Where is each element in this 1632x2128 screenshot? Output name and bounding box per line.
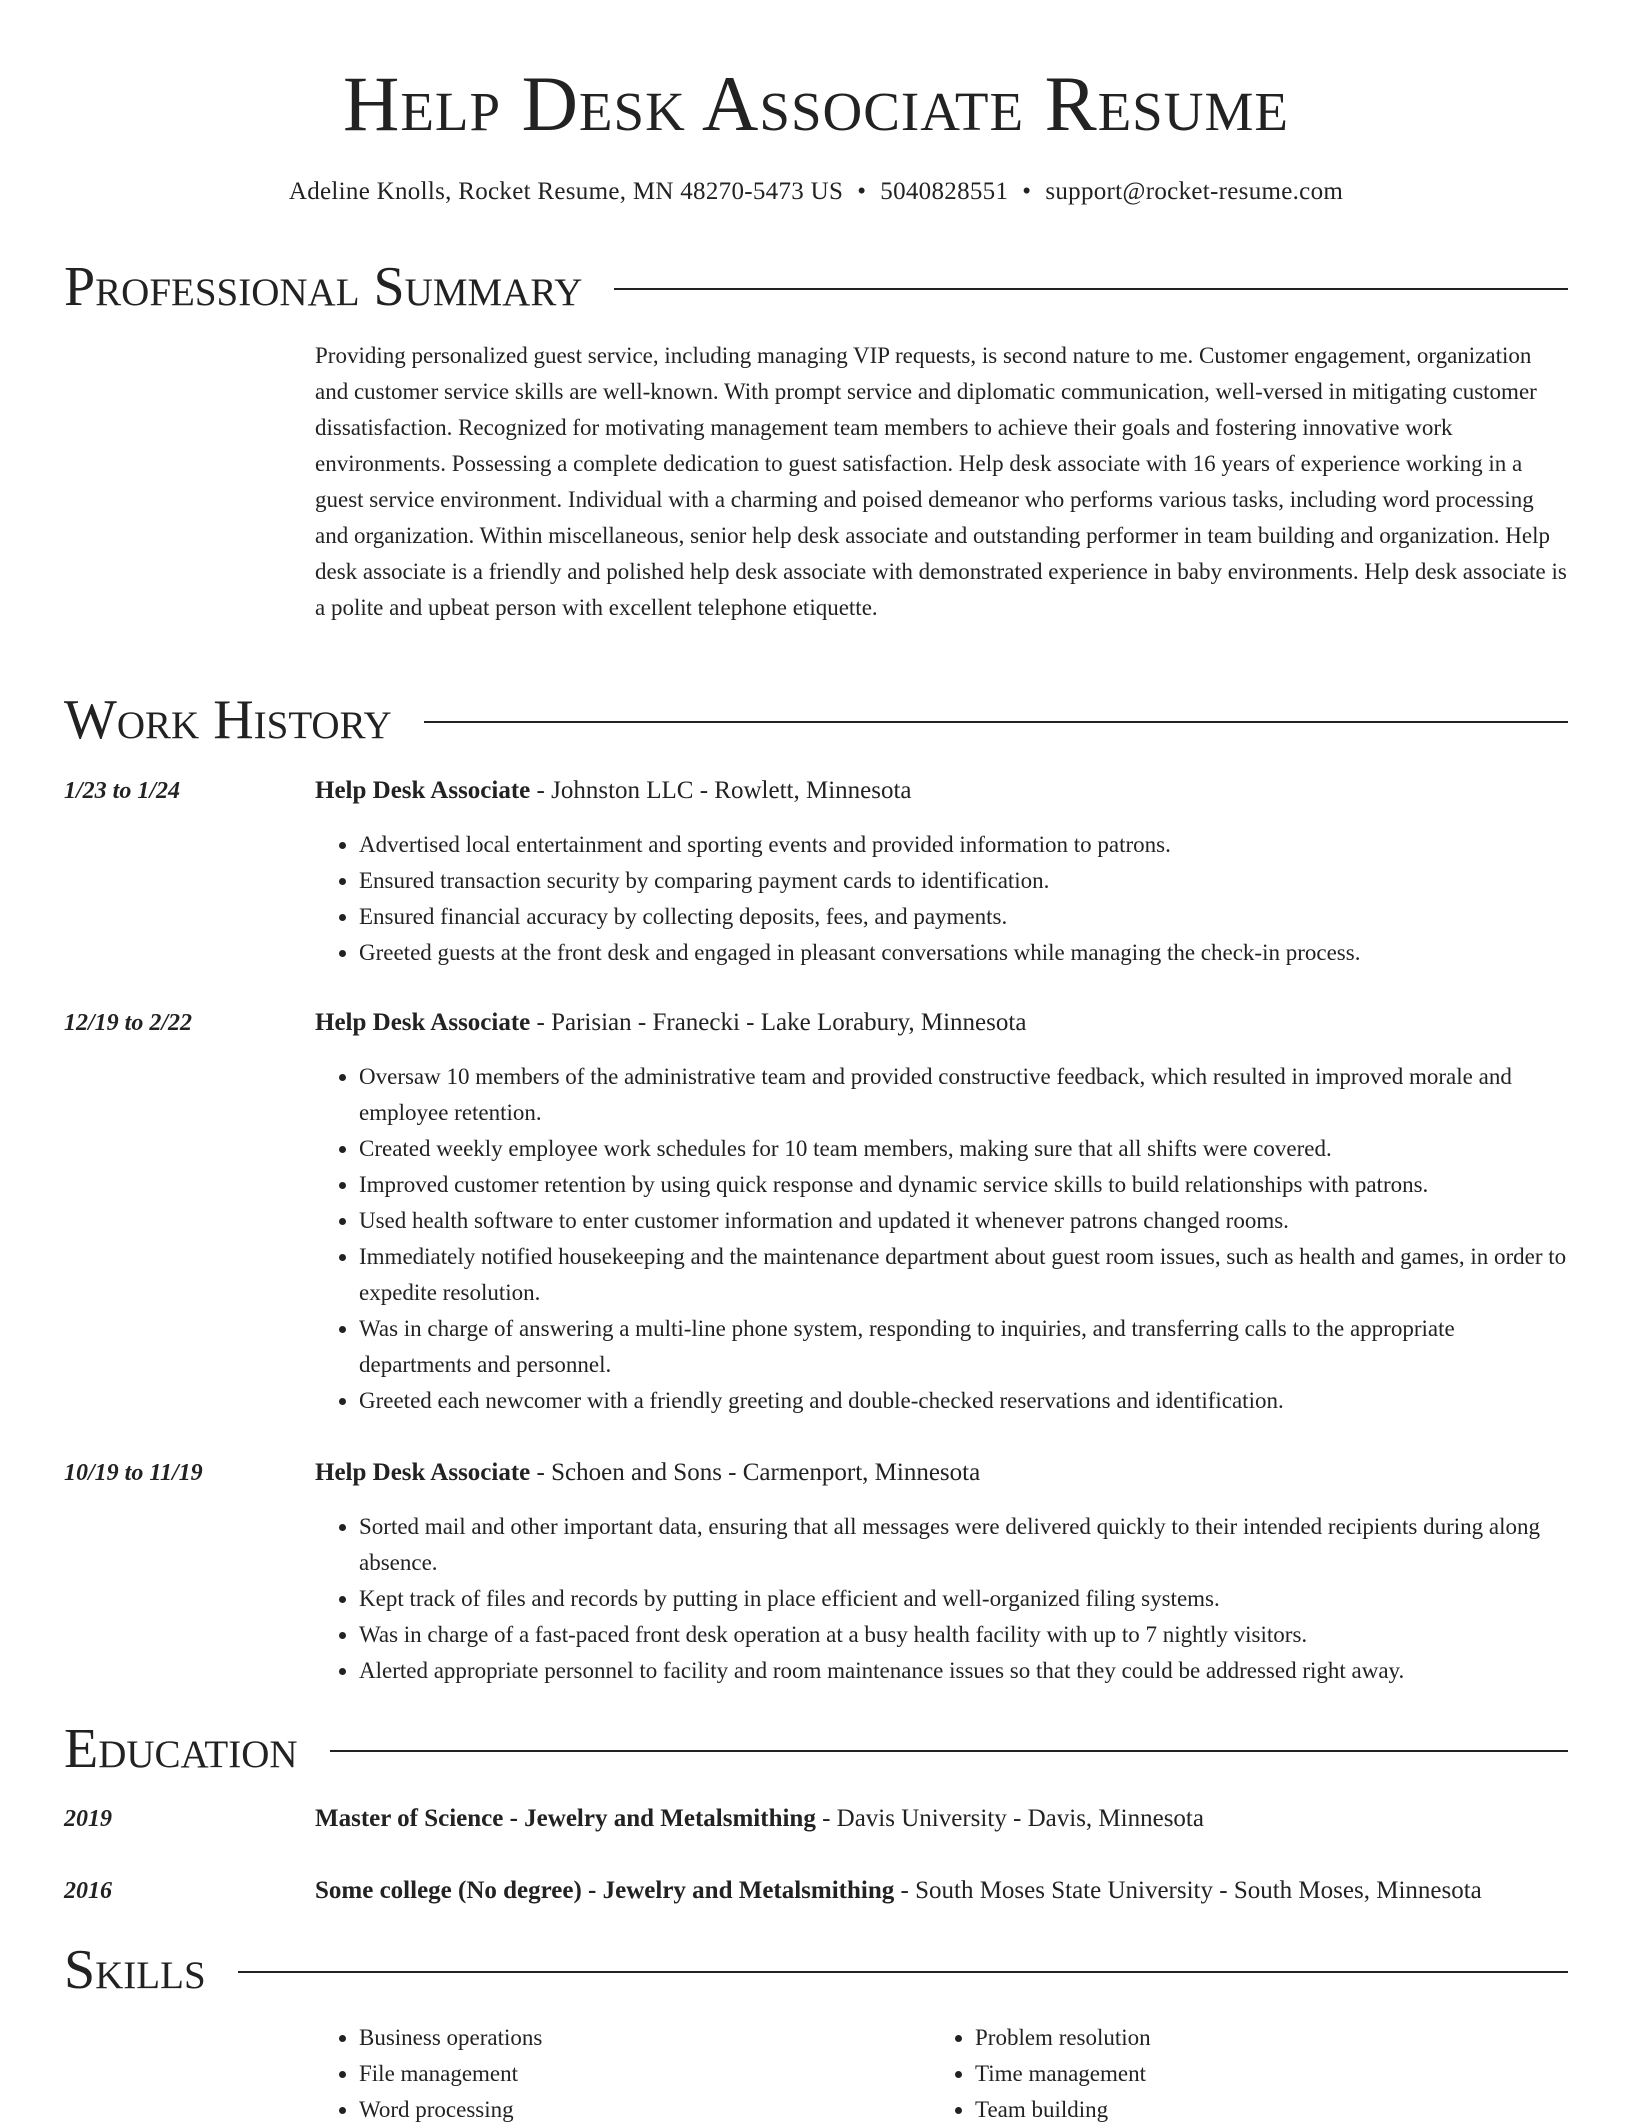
job-bullet: • Immediately notified housekeeping and the maintenance department about guest room issues, such as health and games, in order to expedite resolution.: [359, 1239, 1570, 1311]
job-bullets: [315, 1059, 1570, 1419]
job-bullet: • Kept track of files and records by putting in place efficient and well-organized filing systems.: [359, 1581, 1570, 1617]
education-heading: Education: [64, 1718, 298, 1780]
education-year: 2019: [64, 1806, 112, 1832]
job-title-line: [315, 1006, 1026, 1040]
education-degree: Some college (No degree) - Jewelry and Metalsmithing: [315, 1877, 895, 1904]
job-bullet: • Greeted each newcomer with a friendly greeting and double-checked reservations and identification.: [359, 1383, 1570, 1419]
job-dates: 1/23 to 1/24: [64, 778, 181, 804]
education-school: - South Moses State University - South Moses, Minnesota: [894, 1877, 1482, 1904]
job-bullets: [315, 1509, 1570, 1689]
section-divider: [424, 721, 1568, 723]
summary-heading: Professional Summary: [64, 256, 583, 318]
contact-phone: 5040828551: [880, 178, 1009, 205]
section-divider: [330, 1750, 1568, 1752]
skill-item: • File management: [359, 2056, 875, 2092]
skills-section-header: [64, 1938, 1568, 2002]
summary-section-header: [64, 255, 1568, 319]
contact-address: Adeline Knolls, Rocket Resume, MN 48270-5473 US: [288, 178, 844, 205]
job-dates: 10/19 to 11/19: [64, 1460, 203, 1486]
skill-item: • Problem resolution: [975, 2020, 1491, 2056]
job-bullet: • Was in charge of answering a multi-line phone system, responding to inquiries, and transferring calls to the appropriate departments and personnel.: [359, 1311, 1570, 1383]
education-section-header: [64, 1717, 1568, 1781]
education-line: [315, 1874, 1482, 1908]
resume-title: Help Desk Associate Resume: [342, 60, 1289, 147]
job-bullet: • Created weekly employee work schedules for 10 team members, making sure that all shifts were covered.: [359, 1131, 1570, 1167]
skill-item: • Team building: [975, 2092, 1491, 2128]
work-section-header: [64, 688, 1568, 752]
job-bullet: • Ensured financial accuracy by collecting deposits, fees, and payments.: [359, 899, 1570, 935]
job-bullet: • Greeted guests at the front desk and engaged in pleasant conversations while managing the check-in process.: [359, 935, 1570, 971]
work-heading: Work History: [64, 689, 392, 751]
summary-text: Providing personalized guest service, including managing VIP requests, is second nature to me. Customer engagement, organization and customer service skills are well-known. With prompt service and diplomatic communication, well-versed in mitigating customer dissatisfaction. Recognized for motivating management team members to achieve their goals and fostering innovative work environments. Possessing a complete dedication to guest satisfaction. Help desk associate with 16 years of experience working in a guest service environment. Individual with a charming and poised demeanor who performs various tasks, including word processing and organization. Within miscellaneous, senior help desk associate and outstanding performer in team building and organization. Help desk associate is a friendly and polished help desk associate with demonstrated experience in baby environments. Help desk associate is a polite and upbeat person with excellent telephone etiquette.: [315, 343, 1567, 620]
job-bullet: • Used health software to enter customer information and updated it whenever patrons changed rooms.: [359, 1203, 1570, 1239]
education-degree: Master of Science - Jewelry and Metalsmithing: [315, 1805, 816, 1832]
contact-separator: •: [1022, 178, 1032, 205]
education-year: 2016: [64, 1878, 112, 1904]
job-title-line: [315, 1456, 980, 1490]
contact-email: support@rocket-resume.com: [1045, 178, 1344, 205]
job-dates: 12/19 to 2/22: [64, 1010, 193, 1036]
job-bullet: • Sorted mail and other important data, ensuring that all messages were delivered quickly to their intended recipients during along absence.: [359, 1509, 1570, 1581]
section-divider: [238, 1971, 1568, 1973]
job-bullet: • Oversaw 10 members of the administrative team and provided constructive feedback, which resulted in improved morale and employee retention.: [359, 1059, 1570, 1131]
contact-separator: •: [857, 178, 867, 205]
job-company: - Schoen and Sons - Carmenport, Minnesota: [530, 1459, 981, 1486]
job-bullet: • Advertised local entertainment and sporting events and provided information to patrons.: [359, 827, 1570, 863]
job-bullets: [315, 827, 1570, 971]
job-bullet: • Improved customer retention by using quick response and dynamic service skills to build relationships with patrons.: [359, 1167, 1570, 1203]
skill-item: • Business operations: [359, 2020, 875, 2056]
job-position: Help Desk Associate: [315, 777, 531, 804]
education-line: [315, 1802, 1204, 1836]
job-company: - Parisian - Franecki - Lake Lorabury, Minnesota: [530, 1009, 1027, 1036]
skills-heading: Skills: [64, 1939, 206, 2001]
skill-item: • Word processing: [359, 2092, 875, 2128]
education-school: - Davis University - Davis, Minnesota: [815, 1805, 1204, 1832]
job-company: - Johnston LLC - Rowlett, Minnesota: [530, 777, 912, 804]
job-bullet: • Alerted appropriate personnel to facility and room maintenance issues so that they could be addressed right away.: [359, 1653, 1570, 1689]
job-bullet: • Ensured transaction security by comparing payment cards to identification.: [359, 863, 1570, 899]
contact-line: [0, 176, 1632, 208]
section-divider: [614, 288, 1568, 290]
skill-item: • Time management: [975, 2056, 1491, 2092]
job-bullet: • Was in charge of a fast-paced front desk operation at a busy health facility with up to 7 nightly visitors.: [359, 1617, 1570, 1653]
job-title-line: [315, 774, 912, 808]
job-position: Help Desk Associate: [315, 1009, 531, 1036]
job-position: Help Desk Associate: [315, 1459, 531, 1486]
